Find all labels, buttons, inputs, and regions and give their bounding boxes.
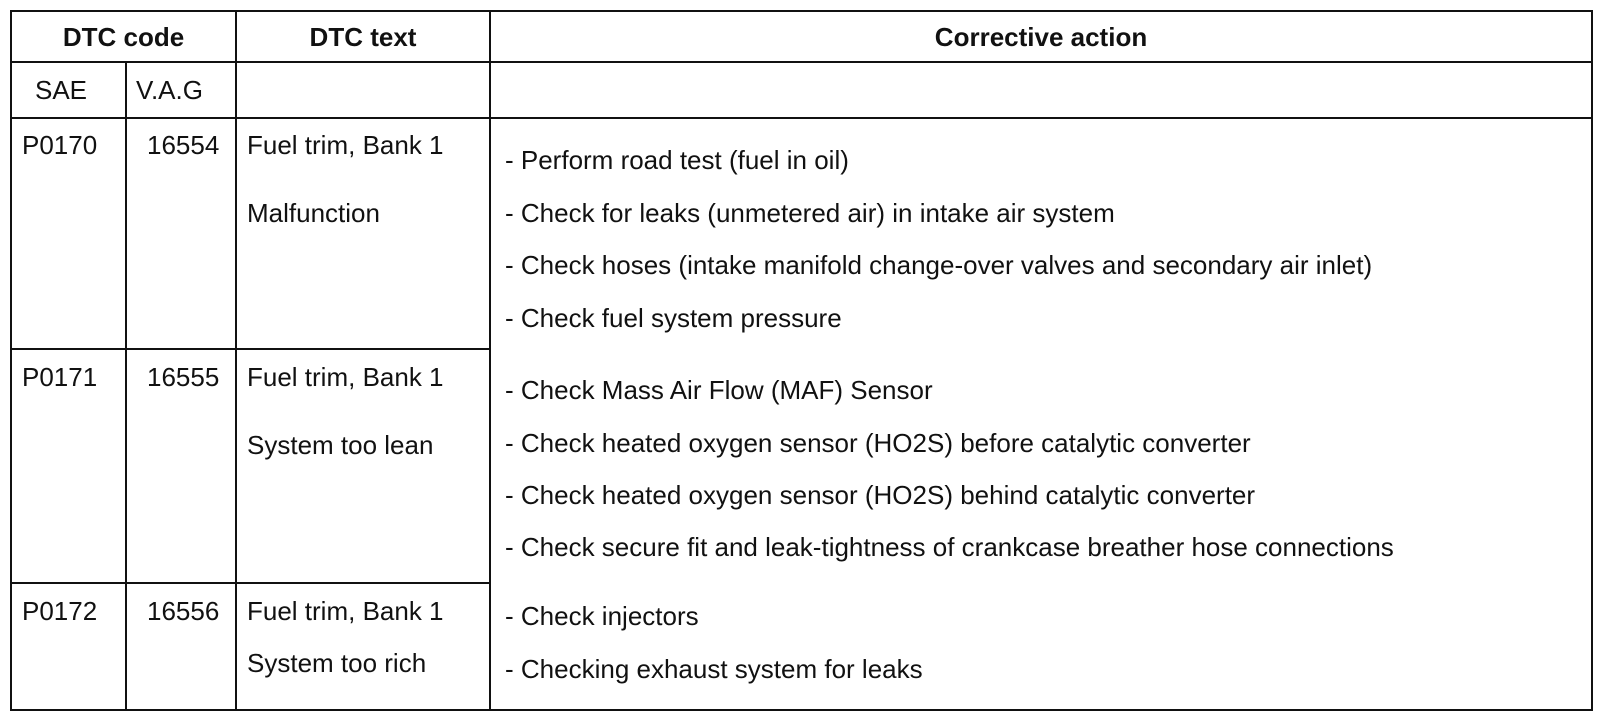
action-item: - Check heated oxygen sensor (HO2S) before catalytic converter [505, 428, 1251, 458]
table-border-bottom [10, 709, 1593, 711]
action-item: - Check injectors [505, 601, 699, 631]
header-dtc-text: DTC text [309, 22, 417, 52]
row-1-vag: 16554 [147, 130, 220, 160]
subheader-sae: SAE [35, 75, 88, 105]
row-2-text-line1: Fuel trim, Bank 1 [247, 362, 444, 392]
row-3-text-line1: Fuel trim, Bank 1 [247, 596, 444, 626]
action-item: - Check heated oxygen sensor (HO2S) behind catalytic converter [505, 480, 1256, 510]
table-border-top [10, 10, 1593, 12]
row-3-sae: P0172 [22, 596, 98, 626]
table-border-left [10, 10, 12, 711]
row-3-vag: 16556 [147, 596, 220, 626]
action-item: - Checking exhaust system for leaks [505, 654, 923, 684]
table-rule [10, 61, 1593, 63]
row-1-text-line2: Malfunction [247, 198, 380, 228]
header-corrective-action: Corrective action [934, 22, 1148, 52]
action-item: - Check fuel system pressure [505, 303, 842, 333]
table-rule [10, 348, 490, 350]
table-rule [10, 117, 1593, 119]
action-item: - Check Mass Air Flow (MAF) Sensor [505, 375, 933, 405]
action-item: - Check hoses (intake manifold change-over valves and secondary air inlet) [505, 250, 1373, 280]
table-col-divider [489, 10, 491, 711]
table-col-divider [235, 10, 237, 711]
row-2-sae: P0171 [22, 362, 98, 392]
action-item: - Check secure fit and leak-tightness of crankcase breather hose connections [505, 532, 1394, 562]
action-item: - Check for leaks (unmetered air) in intake air system [505, 198, 1115, 228]
row-2-vag: 16555 [147, 362, 220, 392]
table-rule [10, 582, 490, 584]
row-1-sae: P0170 [22, 130, 98, 160]
row-2-text-line2: System too lean [247, 430, 434, 460]
row-1-text-line1: Fuel trim, Bank 1 [247, 130, 444, 160]
header-dtc-code: DTC code [62, 22, 185, 52]
subheader-vag: V.A.G [136, 75, 203, 105]
table-border-right [1591, 10, 1593, 711]
row-3-text-line2: System too rich [247, 648, 427, 678]
action-item: - Perform road test (fuel in oil) [505, 145, 849, 175]
table-col-divider [125, 61, 127, 711]
